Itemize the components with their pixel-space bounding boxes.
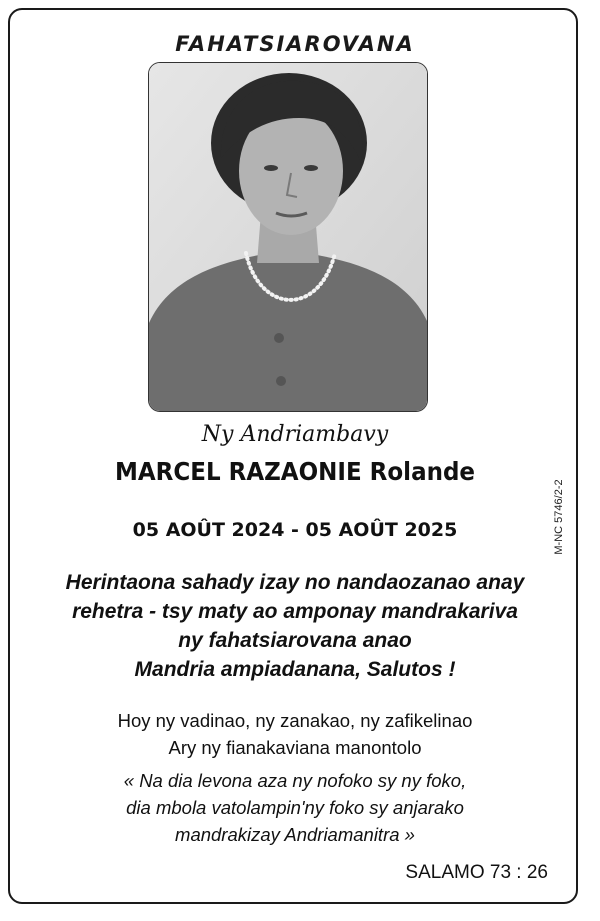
card-heading: FAHATSIAROVANA (175, 32, 415, 56)
memorial-dates: 05 AOÛT 2024 - 05 AOÛT 2025 (132, 519, 458, 541)
scripture-quote (10, 767, 580, 848)
family-signature (10, 707, 580, 761)
portrait-illustration (149, 63, 427, 411)
deceased-name: MARCEL RAZAONIE Rolande (114, 457, 476, 486)
portrait-photo (148, 62, 428, 412)
reference-code (552, 467, 566, 567)
memorial-card-frame (8, 8, 578, 904)
quote-line: mandrakizay Andriamanitra » (175, 824, 415, 845)
memorial-poem (10, 568, 580, 684)
poem-line: ny fahatsiarovana anao (178, 629, 412, 652)
poem-line: Mandria ampiadanana, Salutos ! (134, 658, 456, 681)
poem-line: Herintaona sahady izay no nandaozanao anay (65, 571, 525, 594)
scripture-reference: SALAMO 73 : 26 (405, 862, 548, 883)
honorific-title: Ny Andriambavy (201, 422, 389, 447)
quote-line: dia mbola vatolampin'ny foko sy anjarako (126, 797, 464, 818)
poem-line: rehetra - tsy maty ao amponay mandrakariva (72, 600, 518, 623)
family-line: Ary ny fianakaviana manontolo (168, 737, 422, 758)
reference-code-text: M-NC 5746/2-2 (553, 479, 565, 555)
quote-line: « Na dia levona aza ny nofoko sy ny foko, (123, 770, 467, 791)
family-line: Hoy ny vadinao, ny zanakao, ny zafikelinao (117, 710, 473, 731)
